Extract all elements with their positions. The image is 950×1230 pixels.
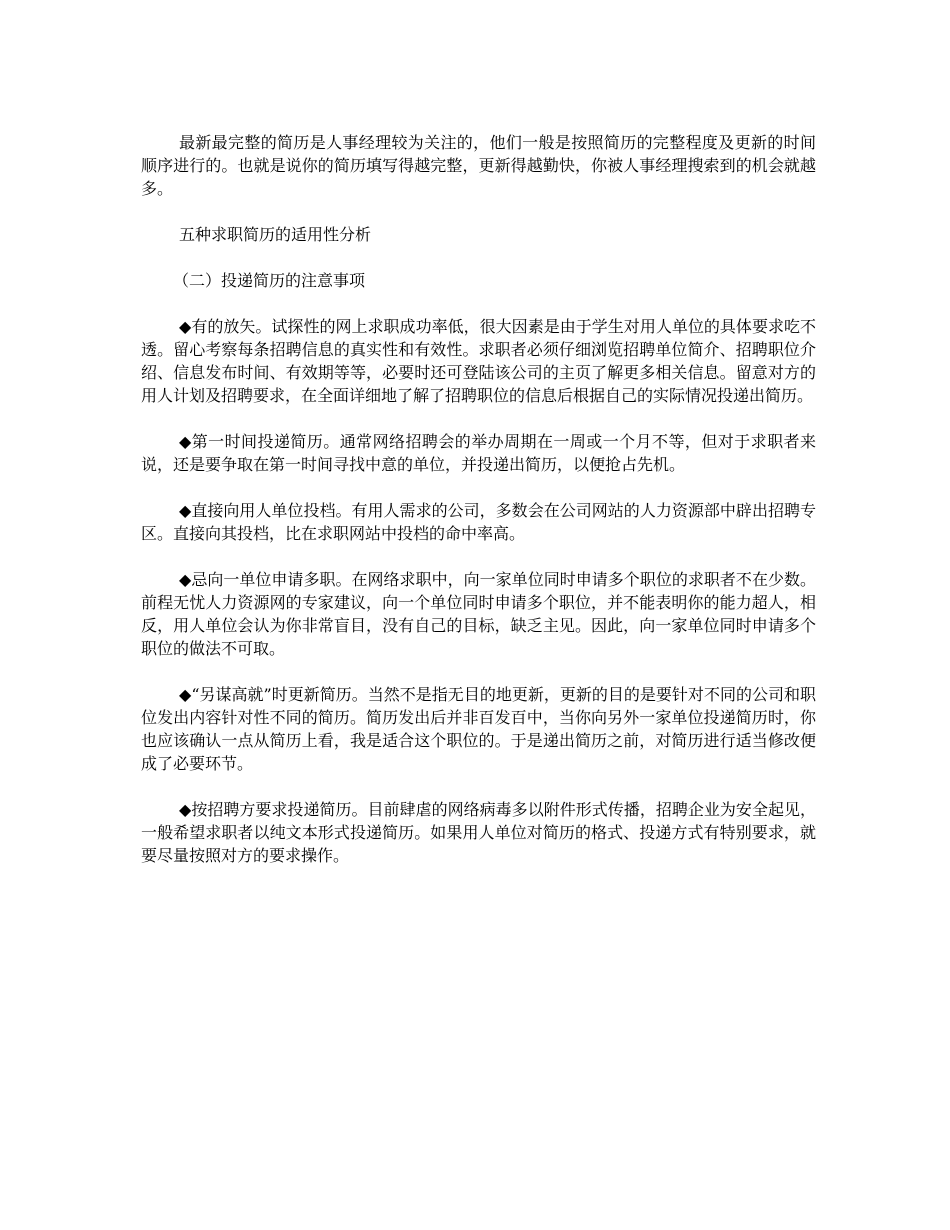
paragraph-tip-targeted: ◆有的放矢。试探性的网上求职成功率低，很大因素是由于学生对用人单位的具体要求吃不透。留心考察每条招聘信息的真实性和有效性。求职者必须仔细浏览招聘单位简介、招聘职位介绍、信息发布时间、有效期等等，必要时还可登陆该公司的主页了解更多相关信息。留意对方的用人计划及招聘要求，在全面详细地了解了招聘职位的信息后根据自己的实际情况投递出简历。 (141, 317, 816, 405)
paragraph-intro: 最新最完整的简历是人事经理较为关注的，他们一般是按照简历的完整程度及更新的时间顺序进行的。也就是说你的简历填写得越完整，更新得越勤快，你被人事经理搜索到的机会就越多。 (141, 133, 816, 198)
paragraph-tip-first-time: ◆第一时间投递简历。通常网络招聘会的举办周期在一周或一个月不等，但对于求职者来说，还是要争取在第一时间寻找中意的单位，并投递出简历，以便抢占先机。 (141, 432, 816, 474)
subsection-heading: （二）投递简历的注意事项 (173, 271, 366, 290)
paragraph-tip-update: ◆“另谋高就”时更新简历。当然不是指无目的地更新，更新的目的是要针对不同的公司和职位发出内容针对性不同的简历。简历发出后并非百发百中，当你向另外一家单位投递简历时，你也应该确认一点从简历上看，我是适合这个职位的。于是递出简历之前，对简历进行适当修改便成了必要环节。 (141, 685, 816, 773)
paragraph-tip-direct: ◆直接向用人单位投档。有用人需求的公司，多数会在公司网站的人力资源部中辟出招聘专区。直接向其投档，比在求职网站中投档的命中率高。 (141, 501, 816, 543)
paragraph-tip-format: ◆按招聘方要求投递简历。目前肆虐的网络病毒多以附件形式传播，招聘企业为安全起见，一般希望求职者以纯文本形式投递简历。如果用人单位对简历的格式、投递方式有特别要求，就要尽量按照对方的要求操作。 (141, 800, 816, 865)
section-heading: 五种求职简历的适用性分析 (179, 225, 372, 244)
paragraph-tip-single-position: ◆忌向一单位申请多职。在网络求职中，向一家单位同时申请多个职位的求职者不在少数。前程无忧人力资源网的专家建议，向一个单位同时申请多个职位，并不能表明你的能力超人，相反，用人单位会认为你非常盲目，没有自己的目标，缺乏主见。因此，向一家单位同时申请多个职位的做法不可取。 (141, 570, 816, 658)
document-page (141, 131, 816, 890)
